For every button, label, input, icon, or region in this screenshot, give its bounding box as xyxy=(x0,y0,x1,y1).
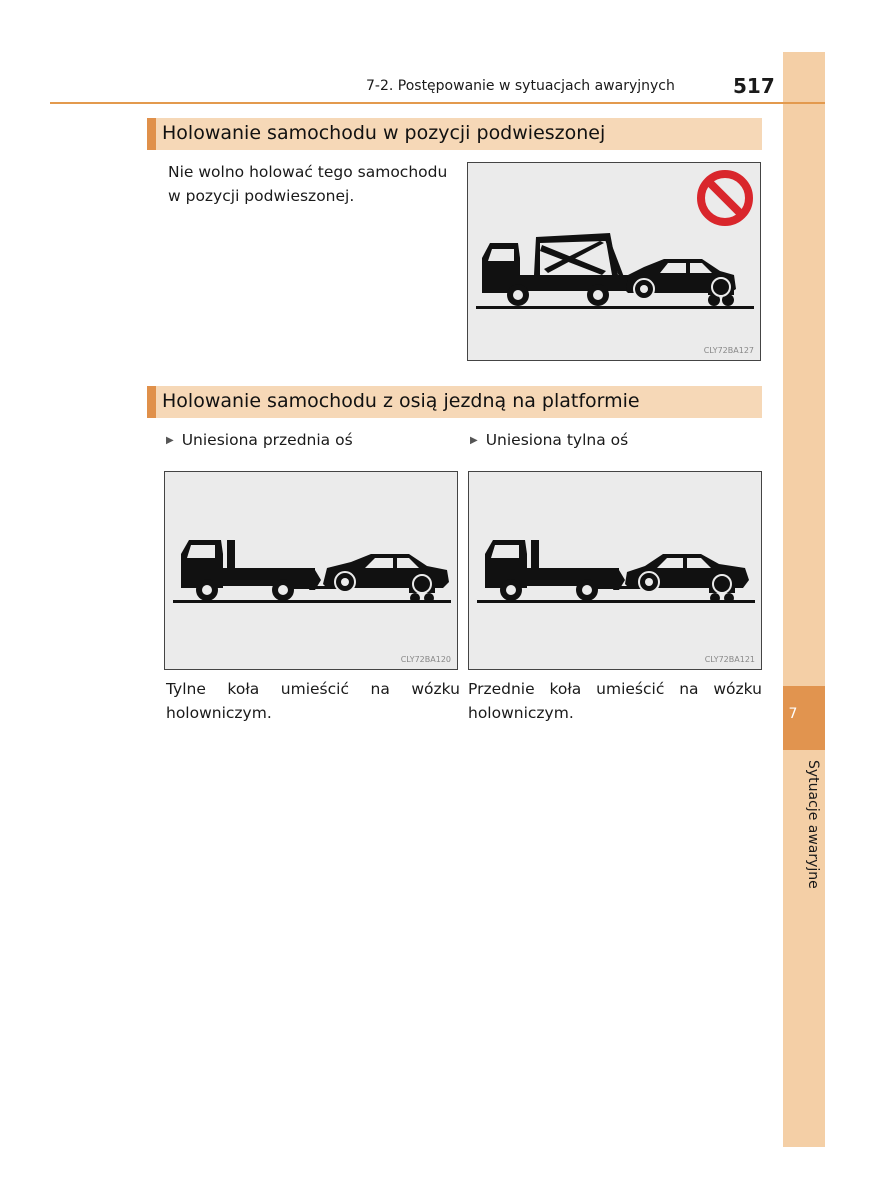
chapter-title: Sytuacje awaryjne xyxy=(805,760,821,889)
section-heading-bar xyxy=(147,118,762,150)
caption-right: Przednie koła umieścić na wózku holowniczym. xyxy=(468,680,762,722)
figure-code: CLY72BA127 xyxy=(703,346,754,355)
bullet-text: Uniesiona tylna oś xyxy=(485,431,629,449)
chapter-number: 7 xyxy=(788,706,798,722)
figure-code: CLY72BA120 xyxy=(400,655,451,664)
header-rule xyxy=(50,102,825,104)
section-title: Holowanie samochodu w pozycji podwieszonej xyxy=(162,122,606,144)
flatbed-tow-illustration xyxy=(165,472,459,671)
figure-code: CLY72BA121 xyxy=(704,655,755,664)
bullet-triangle-icon: ▶ xyxy=(470,435,478,446)
tow-truck-illustration xyxy=(468,163,762,362)
section-body-text: Nie wolno holować tego samochodu w pozycji podwieszonej. xyxy=(168,163,448,205)
bullet-triangle-icon: ▶ xyxy=(166,435,174,446)
caption-left: Tylne koła umieścić na wózku holowniczym. xyxy=(166,680,460,722)
prohibition-icon xyxy=(701,174,749,222)
bullet-rear-axle-raised xyxy=(470,431,628,449)
figure-rear-axle-raised xyxy=(468,471,762,670)
section-heading-bar xyxy=(147,386,762,418)
page-number: 517 xyxy=(733,74,775,98)
side-tab-band xyxy=(783,52,825,1147)
header-section-path: 7-2. Postępowanie w sytuacjach awaryjnych xyxy=(366,78,675,94)
section-title: Holowanie samochodu z osią jezdną na platformie xyxy=(162,390,640,412)
figure-suspended-towing-prohibited xyxy=(467,162,761,361)
bullet-text: Uniesiona przednia oś xyxy=(181,431,353,449)
figure-front-axle-raised xyxy=(164,471,458,670)
bullet-front-axle-raised xyxy=(166,431,353,449)
flatbed-tow-illustration xyxy=(469,472,763,671)
